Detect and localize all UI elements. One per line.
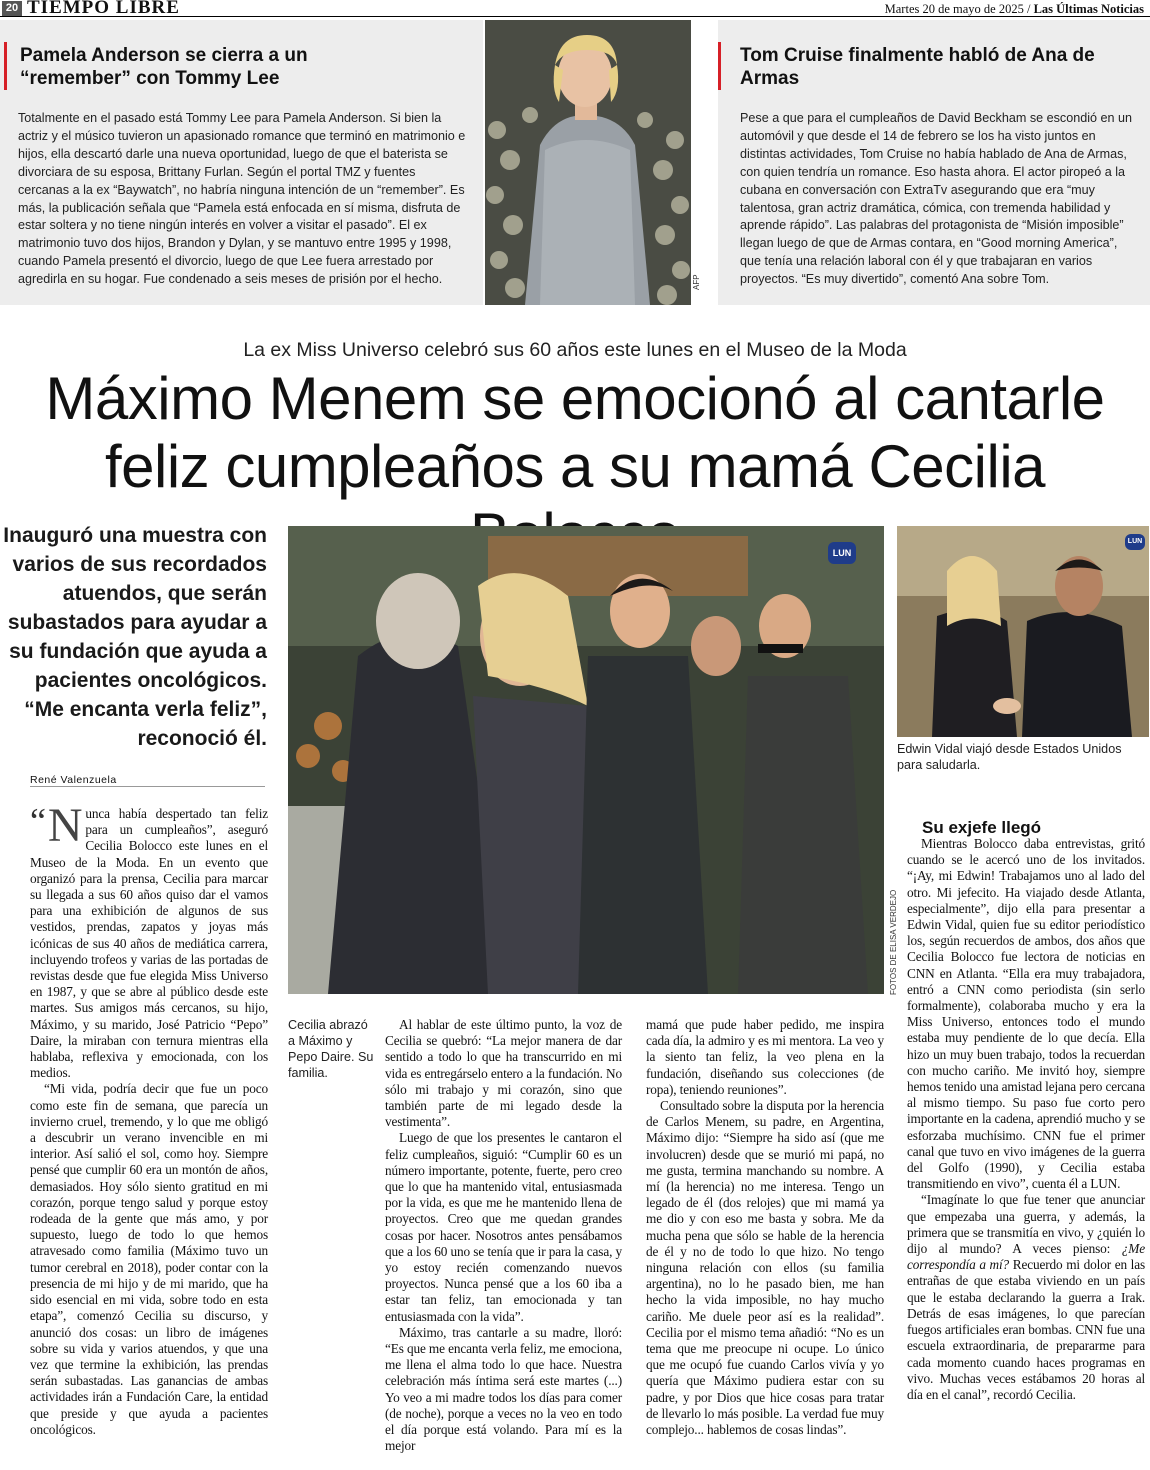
- brief-title-tom-cruise: Tom Cruise finalmente habló de Ana de Armas: [740, 45, 1095, 89]
- dateline-separator: /: [1026, 2, 1031, 16]
- headline-line-2: feliz cumpleaños a su mamá Cecilia: [104, 433, 1046, 500]
- subhead: Su exjefe llegó: [922, 818, 1042, 837]
- drop-quote: “: [30, 801, 46, 841]
- brief-body-tom-cruise: Pese a que para el cumpleaños de David Beckham se escondió en un automóvil y que desde el 14 de febrero se los ha visto juntos en distintas actividades, Tom Cruise no había hablado de Ana de Armas, con quien tendría un romance. Eso hasta ahora. El actor piropeó a la cubana en conversación con ExtraTv asegurando que era “muy talentosa, gran actriz dramática, cómica, con tremenda habilidad y aprende rápido”. Las palabras del protagonista de “Misión imposible” llegan luego de que de Armas contara, en “Good morning America”, que tenía una relación laboral con él y que trabajaran en varios proyectos. “Es muy divertido”, comentó Ana sobre Tom.: [740, 111, 1133, 287]
- brief-red-rule: [4, 42, 7, 90]
- lun-badge-small: LUN: [1125, 534, 1145, 550]
- article-paragraph: unca había despertado tan feliz para un cumpleaños”, aseguró Cecilia Bolocco este lunes en el Museo de la Moda. En un evento que organizó para la prensa, Cecilia para marcar su llegada a sus 60 años quiso dar el vamos para una exhibición de algunos de sus vestidos, prendas, zapatos y joyas más icónicas de sus 40 años de mediática carrera, incluyendo trofeos y varias de las portadas de revistas desde que fue elegida Miss Universo en 1987, y que se abre al público desde este martes. Sus amigos más cercanos, su hijo, Máximo, y su marido, José Patricio “Pepo” Daire, la miraban con ternura mientras ella hablaba, reflexiva y emocionada, con los medios.: [30, 806, 268, 1081]
- article-column-1: [30, 799, 268, 1438]
- brief-body-pamela: Totalmente en el pasado está Tommy Lee para Pamela Anderson. Si bien la actriz y el músico tuvieron un apasionado romance que terminó en matrimonio e hijos, ella descartó darle una nueva oportunidad, luego de que el baterista se divorciara de su esposa, Brittany Furlan. Según el portal TMZ y fuentes cercanas a la ex “Baywatch”, no habría ninguna intención de un “remember”. Es más, la publicación señala que “Pamela está enfocada en sí misma, disfruta de estar soltera y no tiene ningún interés en volver a visitar el pasado”. El ex matrimonio tuvo dos hijos, Brandon y Dylan, y se mantuvo entre 1995 y 1998, cuando Pamela presentó el divorcio, luego de que Lee fuera arrestado por agredirla en su hogar. Fue condenado a seis meses de prisión por el hecho.: [18, 111, 466, 287]
- emphasis-text: ¿Me correspondía a mí?: [907, 1241, 1145, 1273]
- brief-box-pamela: [0, 20, 483, 305]
- article-paragraph: Al hablar de este último punto, la voz de Cecilia se quebró: “La mejor manera de dar sentido a todo lo que ha transcurrido en mi vida es entregárselo entero a la fundación. No sólo mi trabajo y mi corazón, sino que también parte de mi legado desde la vestimenta”.: [385, 1017, 622, 1130]
- article-paragraph: “Mi vida, podría decir que fue un poco como este fin de semana, que parecía un invierno cruel, tremendo, y lo que me obligó a descubrir un verano invencible en mi interior. Así salió el sol, como hoy. Siempre pensé que cumplir 60 era un montón de años, demasiados. Hoy sólo siento gratitud en mi corazón, porque tengo salud y porque estoy rodeada de la gente que más amo, y por supuesto, luego de todo lo que hemos atravesado como familia (Máximo tuvo un tumor cerebral en 2018), poder contar con la presencia de mi hijo y de mi marido, que ha sido esencial en mi vida, sobre todo en esta etapa”, comenzó Cecilia su discurso, y anunció dos cosas: un libro de imágenes sobre su vida y varios atuendos, y que una vez que termine la exhibición, las prendas serán subastadas. Las ganancias de ambas actividades irán a Fundación Care, la entidad que preside y que ayuda a pacientes oncológicos.: [30, 1081, 268, 1437]
- headline-line-1: Máximo Menem se emocionó al cantarle: [45, 365, 1105, 432]
- article-paragraph: [907, 1192, 1145, 1403]
- deck: Inauguró una muestra con varios de sus recordados atuendos, que serán subastados para ayudar a su fundación que ayuda a pacientes oncológicos. “Me encanta verla feliz”, reconoció él.: [3, 524, 267, 750]
- drop-cap: N: [47, 799, 83, 852]
- brief-red-rule: [718, 42, 721, 90]
- brief-title-pamela: Pamela Anderson se cierra a un “remember” con Tommy Lee: [20, 45, 308, 89]
- section-title: TIEMPO LIBRE: [27, 0, 180, 18]
- photo-pamela-anderson: [485, 20, 691, 305]
- article-paragraph: mamá que pude haber pedido, me inspira cada día, la admiro y es mi mentora. La veo y la siento tan feliz, la veo plena en la fundación, diseñando sus colecciones (de ropa), teniendo reuniones”.: [646, 1017, 884, 1097]
- article-paragraph: Luego de que los presentes le cantaron el feliz cumpleaños, siguió: “Cumplir 60 es un número importante, potente, fuerte, pero creo que lo que ha mantenido vital, entusiasmada por la vida, es que me he mantenido llena de proyectos. Creo que me quedan grandes cosas por hacer. Nosotros antes pensábamos que a los 60 uno se tenía que ir para la casa, y yo estoy recién comenzando nuevos proyectos. Nunca pensé que a los 60 iba a estar tan feliz, tan emocionada y tan entusiasmada con la vida”.: [385, 1130, 622, 1324]
- lun-badge: LUN: [828, 542, 856, 564]
- photo-edwin-illustration: [897, 526, 1149, 737]
- byline: René Valenzuela: [30, 774, 265, 787]
- photo-credit-fotos: FOTOS DE ELISA VERDEJO: [889, 889, 898, 995]
- header-dateline: [885, 2, 1144, 17]
- article-paragraph: Máximo, tras cantarle a su madre, lloró: “Es que me encanta verla feliz, me emociona, me llena el alma todo lo que hace. Nuestra celebración más íntima será este martes (...) Yo veo a mi madre todos los días para comer (de noche), porque a veces no la veo en todo el día porque está volando. Para mí es la mejor: [385, 1324, 622, 1454]
- brief-box-tom-cruise: [718, 20, 1150, 305]
- photo-main-illustration: [288, 526, 884, 994]
- article-column-4: [907, 836, 1145, 1403]
- photo-edwin-vidal: [897, 526, 1149, 737]
- article-paragraph: Mientras Bolocco daba entrevistas, gritó cuando se le acercó uno de los invitados. “¡Ay, mi Edwin! Trabajamos uno al lado del otro. Mi jefecito. Ha viajado desde Atlanta, especialmente”, dijo ella para presentar a Edwin Vidal, quien fue su editor periodístico los, según recuerdos de ambos, dos años que Cecilia Bolocco fue lectora de noticias en CNN en Atlanta. “Ella era muy trabajadora, entró a CNN como periodista (sin serlo formalmente), colaboraba mucho y era la Miss Universo, entonces todo el mundo estaba muy pendiente de lo que decía. Ella hizo un muy buen trabajo, todos la recuerdan con mucho cariño. Me invitó hoy, siempre hemos tenido una amistad lejana pero cercana al mismo tiempo. Su paso fue corto pero importante en la cadena, aprendió mucho y se esforzaba muchísimo. CNN fue el primer canal que tuvo en vivo imágenes de la guerra del Golfo (1990), y Cecilia estaba transmitiendo en vivo”, cuenta él a LUN.: [907, 836, 1145, 1192]
- caption-main-photo: Cecilia abrazó a Máximo y Pepo Daire. Su familia.: [288, 1018, 374, 1080]
- article-column-3: [646, 1017, 884, 1438]
- publication-name: Las Últimas Noticias: [1033, 2, 1144, 16]
- caption-side-photo: Edwin Vidal viajó desde Estados Unidos para saludarla.: [897, 742, 1122, 772]
- kicker: La ex Miss Universo celebró sus 60 años este lunes en el Museo de la Moda: [243, 339, 907, 361]
- photo-pamela-illustration: [485, 20, 691, 305]
- issue-date: Martes 20 de mayo de 2025: [884, 2, 1024, 16]
- page-number: 20: [2, 1, 22, 16]
- photo-credit-afp: AFP: [692, 274, 701, 290]
- article-column-2: [385, 1017, 622, 1454]
- paragraph-text: “Imagínate lo que fue tener que anunciar que empezaba una guerra, y además, la primera que se transmitía en vivo, y ¿quién lo dijo al mundo? A veces pienso:: [907, 1192, 1145, 1257]
- article-paragraph: Consultado sobre la disputa por la herencia de Carlos Menem, su padre, en Argentina, Máximo dijo: “Siempre ha sido así (que me involucren) desde que se murió mi papá, no me gusta, termina manchando su nombre. A mí (la herencia) no me interesa. Tengo un legado de él (dos relojes) que mi mamá ya me dio y con eso me basta y sobra. Me da mucha pena que sólo se hable de la herencia de él y no de todo lo que hizo. No tengo ninguna relación con ellos (su familia argentina), no lo he pasado bien, me han hecho la vida imposible, no hay mucho cariño. Me duele peor así es la realidad”. Cecilia por el mismo tema añadió: “No es un tema que me preocupe ni ocupe. Lo único que me ocupó fue cuando Carlos vivía y yo quería que Máximo pudiera estar con su padre, y por Dios que hice cosas para tratar de llevarlo lo más posible. La verdad fue muy complejo... hablemos de cosas lindas”.: [646, 1098, 884, 1438]
- photo-main-hug: [288, 526, 884, 994]
- paragraph-text: Recuerdo mi dolor en las entrañas de que estaba viviendo en un país que le estaba declarando la guerra a Irak. Detrás de esas imágenes, lo que parecían fuegos artificiales eran bombas. CNN fue una escuela extraordinaria, de prepararme para cada momento cuando haces programas en vivo. Muchas veces estábamos 20 horas al día en el canal”, recordó Cecilia.: [907, 1257, 1145, 1402]
